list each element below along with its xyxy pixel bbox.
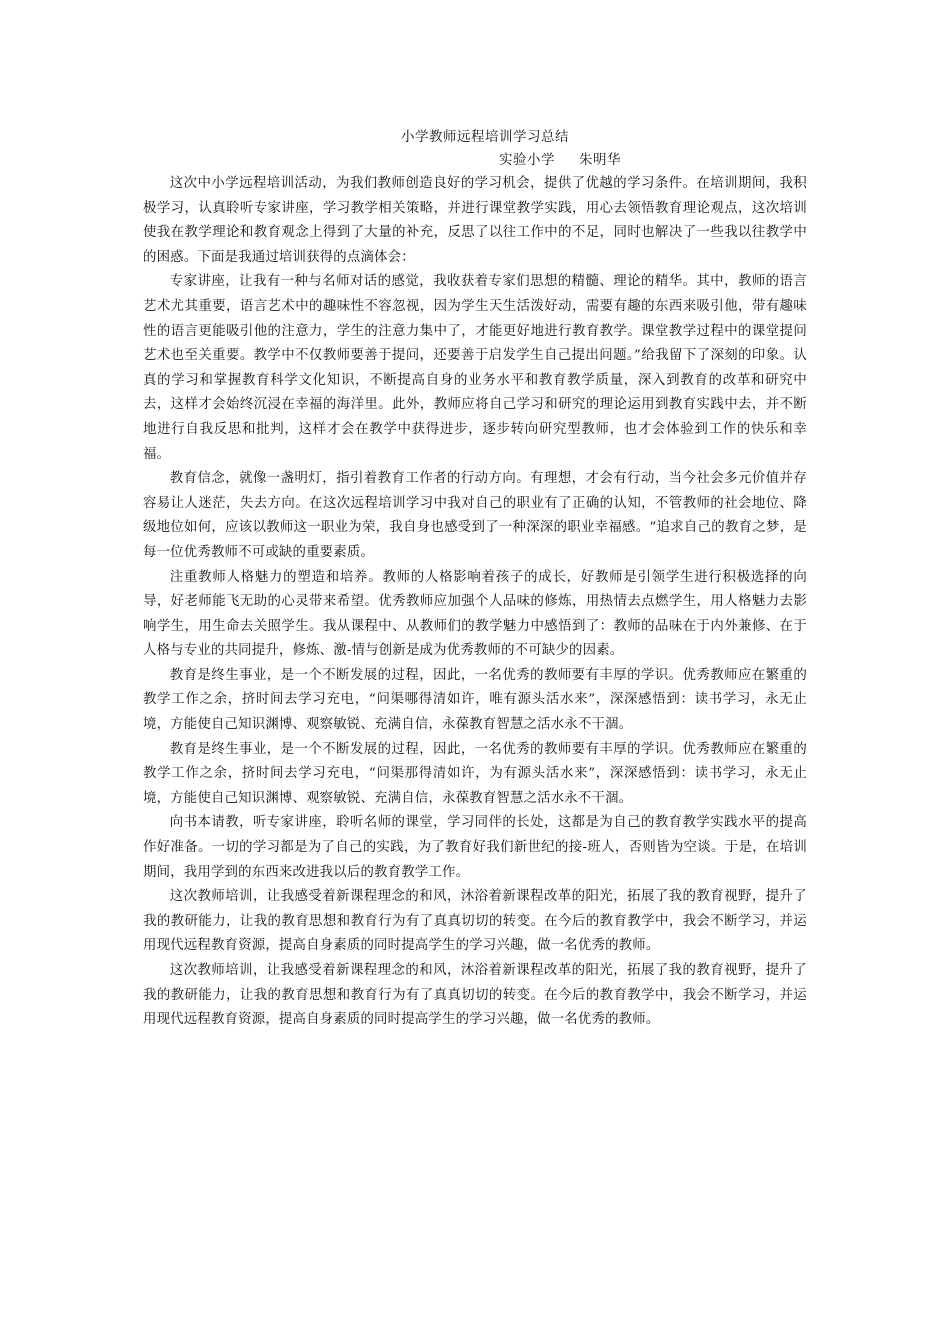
paragraph-conclusion: 这次教师培训，让我感受着新课程理念的和风，沐浴着新课程改革的阳光，拓展了我的教育视野，提升了我的教研能力，让我的教育思想和教育行为有了真真切切的转变。在今后的教育教学中，我会不断学习，并运用现代远程教育资源，提高自身素质的同时提高学生的学习兴趣，做一名优秀的教师。 xyxy=(143,889,807,954)
author-line xyxy=(143,148,807,172)
paragraph-expert-lectures: 专家讲座，让我有一种与名师对话的感觉，我收获着专家们思想的精髓、理论的精华。其中，教师的语言艺术尤其重要，语言艺术中的趣味性不容忽视，因为学生天生活泼好动，需要有趣的东西来吸引他，带有趣味性的语言更能吸引他的注意力，学生的注意力集中了，才能更好地进行教育教学。课堂教学过程中的课堂提问艺术也至关重要。教学中不仅教师要善于提问，还要善于启发学生自己提出问题。”给我留下了深刻的印象。认真的学习和掌握教育科学文化知识，不断提高自身的业务水平和教育教学质量，深入到教育的改革和研究中去，这样才会始终沉浸在幸福的海洋里。此外，教师应将自己学习和研究的理论运用到教育实践中去，并不断地进行自我反思和批判，这样才会在教学中获得进步，逐步转向研究型教师，也才会体验到工作的快乐和幸福。 xyxy=(143,274,807,462)
paragraph-lifelong-career-repeat: 教育是终生事业，是一个不断发展的过程，因此，一名优秀的教师要有丰厚的学识。优秀教师应在繁重的教学工作之余，挤时间去学习充电，“问渠那得清如许，为有源头活水来”，深深感悟到：读书学习，永无止境，方能使自己知识渊博、观察敏锐、充满自信，永葆教育智慧之活水永不干涸。 xyxy=(143,741,807,806)
paragraph-lifelong-career: 教育是终生事业，是一个不断发展的过程，因此，一名优秀的教师要有丰厚的学识。优秀教师应在繁重的教学工作之余，挤时间去学习充电，“问渠哪得清如许，唯有源头活水来”，深深感悟到：读书学习，永无止境，方能使自己知识渊博、观察敏锐、充满自信，永葆教育智慧之活水永不干涸。 xyxy=(143,667,807,733)
paragraph-learning-from-books: 向书本请教，听专家讲座，聆听名师的课堂，学习同伴的长处，这都是为自己的教育教学实践水平的提高作好准备。一切的学习都是为了自己的实践，为了教育好我们新世纪的接-班人，否则皆为空谈。于是，在培训期间，我用学到的东西来改进我以后的教育教学工作。 xyxy=(143,815,807,880)
paragraph-teacher-charisma: 注重教师人格魅力的塑造和培养。教师的人格影响着孩子的成长，好教师是引领学生进行积极选择的向导，好老师能飞无助的心灵带来希望。优秀教师应加强个人品味的修炼，用热情去点燃学生，用人格魅力去影响学生，用生命去关照学生。我从课程中、从教师们的教学魅力中感悟到了：教师的品味在于内外兼修、在于人格与专业的共同提升，修炼、激-情与创新是成为优秀教师的不可缺少的因素。 xyxy=(143,569,807,659)
document-page xyxy=(143,126,807,1033)
paragraph-conclusion-repeat: 这次教师培训，让我感受着新课程理念的和风，沐浴着新课程改革的阳光，拓展了我的教育视野，提升了我的教研能力，让我的教育思想和教育行为有了真真切切的转变。在今后的教育教学中，我会不断学习，并运用现代远程教育资源，提高自身素质的同时提高学生的学习兴趣，做一名优秀的教师。 xyxy=(143,963,807,1028)
paragraph-intro: 这次中小学远程培训活动，为我们教师创造良好的学习机会，提供了优越的学习条件。在培训期间，我积极学习，认真聆听专家讲座，学习教学相关策略，并进行课堂教学实践，用心去领悟教育理论观点，这次培训使我在教学理论和教育观念上得到了大量的补充，反思了以往工作中的不足，同时也解决了一些我以往教学中的困惑。下面是我通过培训获得的点滴体会： xyxy=(143,176,807,265)
document-title: 小学教师远程培训学习总结 xyxy=(401,129,569,145)
document-body xyxy=(143,172,807,1033)
author-name: 朱明华 xyxy=(579,152,621,168)
school-name: 实验小学 xyxy=(499,152,555,168)
paragraph-educational-belief: 教育信念，就像一盏明灯，指引着教育工作者的行动方向。有理想，才会有行动，当今社会多元价值并存容易让人迷茫，失去方向。在这次远程培训学习中我对自己的职业有了正确的认知，不管教师的社会地位、降级地位如何，应该以教师这一职业为荣，我自身也感受到了一种深深的职业幸福感。“追求自己的教育之梦，是每一位优秀教师不可或缺的重要素质。 xyxy=(143,471,807,560)
